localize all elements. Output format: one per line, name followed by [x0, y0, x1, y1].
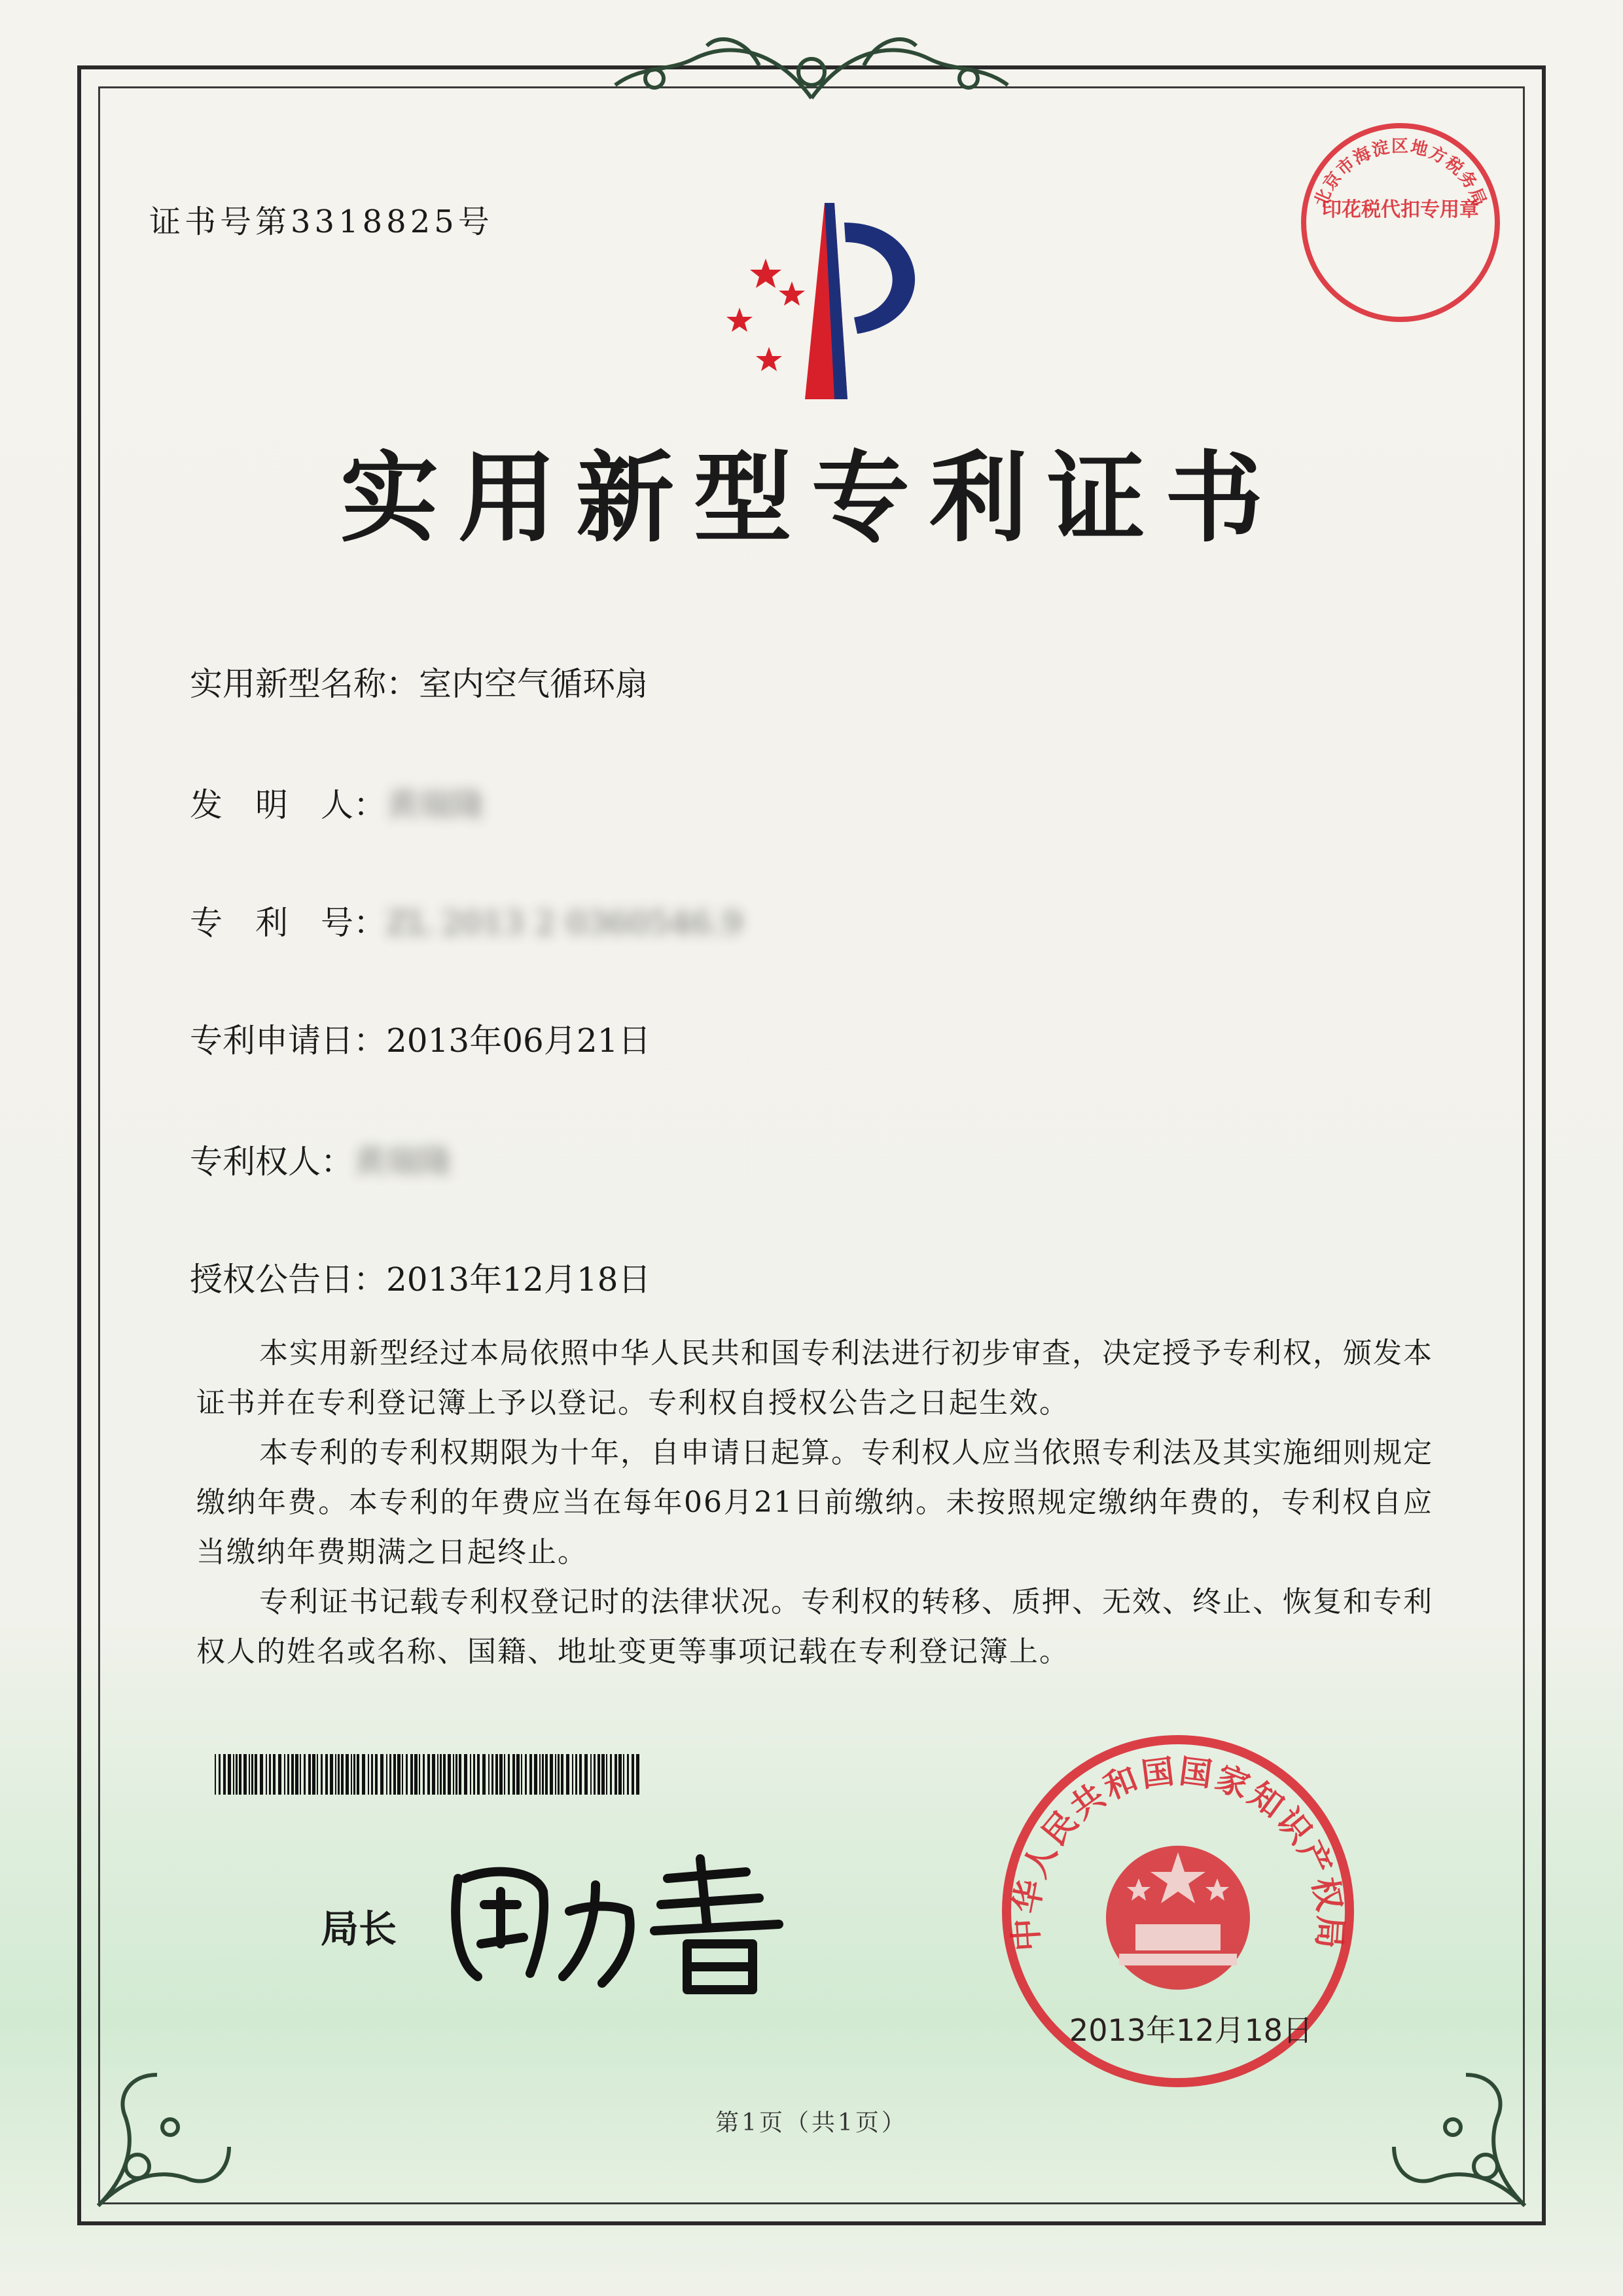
barcode-icon [215, 1754, 640, 1795]
barcode-bar [516, 1754, 520, 1795]
barcode-bar [443, 1754, 446, 1795]
barcode-bar [338, 1754, 340, 1795]
barcode-bar [636, 1754, 639, 1795]
barcode-bar [351, 1754, 352, 1795]
field-label: 实用新型名称： [190, 665, 419, 703]
field-label: 发 明 人： [190, 786, 386, 824]
barcode-bar [249, 1754, 250, 1795]
barcode-bar [317, 1754, 318, 1795]
barcode-bar [618, 1754, 622, 1795]
barcode-bar [606, 1754, 607, 1795]
barcode-bar [380, 1754, 383, 1795]
barcode-bar [615, 1754, 617, 1795]
barcode-bar [473, 1754, 475, 1795]
barcode-bar [521, 1754, 522, 1795]
barcode-bar [406, 1754, 408, 1795]
seal-date: 2013年12月18日 [1069, 2013, 1313, 2048]
grant-date-field [190, 1253, 651, 1300]
barcode-bar [555, 1754, 556, 1795]
barcode-bar [233, 1754, 234, 1795]
field-value: 2013年12月18日 [386, 1261, 651, 1299]
barcode-bar [632, 1754, 634, 1795]
barcode-bar [584, 1754, 588, 1795]
barcode-bar [284, 1754, 285, 1795]
barcode-bar [437, 1754, 438, 1795]
barcode-bar [236, 1754, 238, 1795]
tax-seal-icon [1296, 118, 1505, 327]
field-label: 专利权人： [190, 1143, 353, 1181]
barcode-bar [610, 1754, 612, 1795]
barcode-bar [251, 1754, 253, 1795]
barcode-bar [477, 1754, 480, 1795]
barcode-bar [561, 1754, 563, 1795]
barcode-bar [512, 1754, 515, 1795]
page-number: 第1页（共1页） [715, 2109, 908, 2136]
barcode-bar [371, 1754, 373, 1795]
barcode-bar [393, 1754, 396, 1795]
barcode-bar [308, 1754, 311, 1795]
body-paragraph: 专利证书记载专利权登记时的法律状况。专利权的转移、质押、无效、终止、恢复和专利权人的姓名或名称、国籍、地址变更等事项记载在专利登记簿上。 [196, 1585, 1433, 1668]
barcode-bar [482, 1754, 486, 1795]
barcode-bar [414, 1754, 418, 1795]
barcode-bar [321, 1754, 323, 1795]
barcode-bar [597, 1754, 600, 1795]
utility-model-name-field [190, 658, 648, 705]
barcode-bar [508, 1754, 510, 1795]
barcode-bar [239, 1754, 241, 1795]
barcode-bar [453, 1754, 454, 1795]
barcode-bar [243, 1754, 247, 1795]
barcode-bar [590, 1754, 592, 1795]
barcode-bar [357, 1754, 359, 1795]
barcode-bar [266, 1754, 267, 1795]
field-value-redacted: 黄瑞隆 [353, 1143, 452, 1181]
barcode-bar [375, 1754, 378, 1795]
barcode-bar [529, 1754, 532, 1795]
barcode-bar [495, 1754, 498, 1795]
barcode-bar [440, 1754, 442, 1795]
director-signature-icon [438, 1833, 805, 2016]
barcode-bar [575, 1754, 577, 1795]
certificate-title: 实用新型专利证书 [340, 442, 1283, 556]
barcode-bar [362, 1754, 365, 1795]
barcode-bar [427, 1754, 430, 1795]
barcode-bar [330, 1754, 333, 1795]
barcode-bar [287, 1754, 289, 1795]
barcode-bar [499, 1754, 503, 1795]
barcode-bar [419, 1754, 420, 1795]
barcode-bar [304, 1754, 306, 1795]
barcode-bar [550, 1754, 553, 1795]
field-label: 专 利 号： [190, 904, 386, 942]
barcode-bar [488, 1754, 490, 1795]
barcode-bar [325, 1754, 328, 1795]
barcode-bar [534, 1754, 537, 1795]
barcode-bar [312, 1754, 315, 1795]
barcode-bar [300, 1754, 301, 1795]
barcode-bar [228, 1754, 231, 1795]
body-paragraph: 本实用新型经过本局依照中华人民共和国专利法进行初步审查，决定授予专利权，颁发本证书并在专利登记簿上予以登记。专利权自授权公告之日起生效。 [196, 1336, 1433, 1420]
top-ornament-icon [563, 26, 1060, 111]
tax-seal-text: 北京市海淀区地方税务局 [1310, 137, 1491, 210]
barcode-bar [455, 1754, 457, 1795]
barcode-bar [215, 1754, 216, 1795]
inventor-field [190, 779, 484, 826]
patentee-field [190, 1136, 452, 1183]
barcode-bar [410, 1754, 413, 1795]
barcode-bar [542, 1754, 544, 1795]
barcode-bar [341, 1754, 344, 1795]
barcode-bar [545, 1754, 548, 1795]
field-value-redacted: 黄瑞隆 [386, 786, 484, 824]
barcode-bar [335, 1754, 336, 1795]
barcode-bar [386, 1754, 387, 1795]
barcode-bar [402, 1754, 403, 1795]
barcode-bar [255, 1754, 257, 1795]
barcode-bar [273, 1754, 276, 1795]
barcode-bar [623, 1754, 624, 1795]
barcode-bar [601, 1754, 605, 1795]
barcode-bar [353, 1754, 355, 1795]
barcode-bar [579, 1754, 582, 1795]
barcode-bar [278, 1754, 281, 1795]
barcode-bar [459, 1754, 461, 1795]
barcode-bar [219, 1754, 221, 1795]
barcode-bar [566, 1754, 569, 1795]
barcode-bar [470, 1754, 471, 1795]
barcode-bar [397, 1754, 401, 1795]
barcode-bar [525, 1754, 527, 1795]
certificate-number: 证书号第3318825号 [149, 204, 493, 240]
barcode-bar [491, 1754, 493, 1795]
barcode-bar [295, 1754, 298, 1795]
director-label: 局长 [321, 1907, 397, 1951]
barcode-bar [389, 1754, 391, 1795]
patent-number-field [190, 897, 743, 944]
patent-office-logo-icon [694, 196, 969, 406]
barcode-bar [423, 1754, 425, 1795]
field-value-redacted: ZL 2013 2 0360546.9 [386, 904, 743, 942]
field-value: 室内空气循环扇 [419, 665, 648, 703]
barcode-bar [464, 1754, 467, 1795]
field-label: 专利申请日： [190, 1022, 386, 1060]
barcode-bar [539, 1754, 541, 1795]
barcode-bar [260, 1754, 263, 1795]
barcode-bar [346, 1754, 349, 1795]
tax-seal-center-text: 印花税代扣专用章 [1322, 198, 1479, 221]
barcode-bar [572, 1754, 573, 1795]
barcode-bar [448, 1754, 451, 1795]
barcode-bar [627, 1754, 629, 1795]
certificate-body-text [196, 1329, 1433, 1677]
seal-text: 中华人民共和国国家知识产权局 [1006, 1752, 1350, 1952]
body-paragraph: 本专利的专利权期限为十年，自申请日起算。专利权人应当依照专利法及其实施细则规定缴纳年费。本专利的年费应当在每年06月21日前缴纳。未按照规定缴纳年费的，专利权自应当缴纳年费期满之日起终止。 [196, 1436, 1433, 1569]
filing-date-field [190, 1014, 651, 1062]
barcode-bar [269, 1754, 271, 1795]
barcode-bar [504, 1754, 505, 1795]
barcode-bar [432, 1754, 435, 1795]
barcode-bar [594, 1754, 596, 1795]
field-value: 2013年06月21日 [386, 1022, 651, 1060]
barcode-bar [558, 1754, 560, 1795]
barcode-bar [223, 1754, 226, 1795]
field-label: 授权公告日： [190, 1261, 386, 1299]
barcode-bar [291, 1754, 294, 1795]
barcode-bar [368, 1754, 369, 1795]
